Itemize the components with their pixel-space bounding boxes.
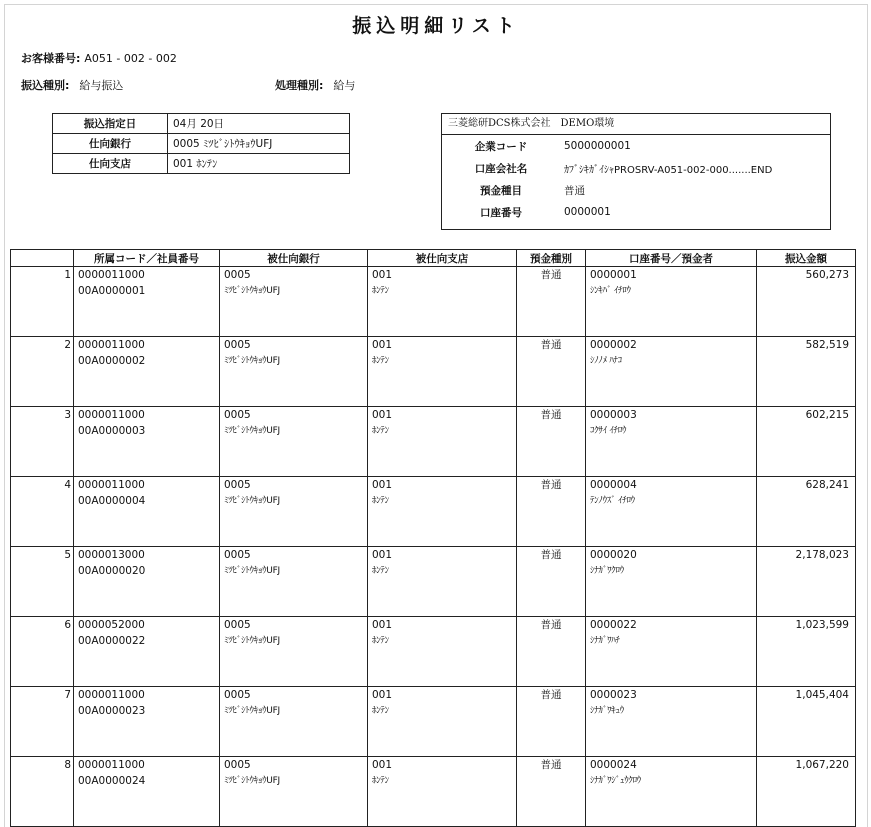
transfer-amount: 1,045,404 xyxy=(795,689,849,701)
dept-code: 0000011000 xyxy=(78,339,145,351)
cell-deposit-type xyxy=(517,547,586,617)
branch-name: ﾎﾝﾃﾝ xyxy=(372,706,389,716)
deposit-type: 普通 xyxy=(540,339,562,351)
cell-bank xyxy=(220,757,368,827)
table-header-row xyxy=(11,250,856,267)
transfer-amount: 560,273 xyxy=(805,269,849,281)
branch-code: 001 xyxy=(372,269,393,281)
employee-number: 00A0000004 xyxy=(78,495,146,507)
cell-amount xyxy=(757,267,856,337)
employee-number: 00A0000024 xyxy=(78,775,146,787)
bank-name: ﾐﾂﾋﾞｼﾄｳｷｮｳUFJ xyxy=(224,426,280,436)
branch-code: 001 xyxy=(372,409,393,421)
cell-deposit-type xyxy=(517,267,586,337)
bank-code: 0005 xyxy=(224,689,251,701)
cell-account xyxy=(586,407,757,477)
transfer-type xyxy=(21,77,123,93)
cell-deposit-type xyxy=(517,407,586,477)
header-no xyxy=(11,250,74,267)
customer-number-value: A051 - 002 - 002 xyxy=(84,52,177,65)
cell-account xyxy=(586,337,757,407)
dept-code: 0000013000 xyxy=(78,549,145,561)
transfer-detail-table xyxy=(10,249,856,827)
bank-name: ﾐﾂﾋﾞｼﾄｳｷｮｳUFJ xyxy=(224,776,280,786)
account-holder: ｼﾅｶﾞﾜｼﾞｭｳｸﾛｳ xyxy=(590,776,642,786)
branch-code: 001 xyxy=(372,549,393,561)
cell-branch xyxy=(368,337,517,407)
header-dept-emp: 所属コード／社員番号 xyxy=(74,250,220,267)
bank-name: ﾐﾂﾋﾞｼﾄｳｷｮｳUFJ xyxy=(224,286,280,296)
info-row-bank xyxy=(53,134,350,154)
table-row xyxy=(11,407,856,477)
cell-bank xyxy=(220,547,368,617)
branch-code: 001 xyxy=(372,689,393,701)
employee-number: 00A0000020 xyxy=(78,565,146,577)
cell-branch xyxy=(368,757,517,827)
row-number xyxy=(11,547,74,617)
bank-code: 0005 xyxy=(224,619,251,631)
bank-name: ﾐﾂﾋﾞｼﾄｳｷｮｳUFJ xyxy=(224,706,280,716)
cell-amount xyxy=(757,687,856,757)
account-number: 0000004 xyxy=(590,479,637,491)
cell-bank xyxy=(220,267,368,337)
cell-dept-emp xyxy=(74,337,220,407)
company-info-box xyxy=(441,113,831,230)
company-info-label: 企業コード xyxy=(474,140,528,153)
transfer-amount: 582,519 xyxy=(805,339,849,351)
branch-name: ﾎﾝﾃﾝ xyxy=(372,496,389,506)
row-number-text: 2 xyxy=(64,339,71,351)
deposit-type: 普通 xyxy=(540,269,562,281)
cell-dept-emp xyxy=(74,547,220,617)
bank-code: 0005 xyxy=(224,409,251,421)
header-amount: 振込金額 xyxy=(757,250,856,267)
company-name: 三菱総研DCS株式会社 DEMO環境 xyxy=(442,114,830,135)
account-holder: ｼﾝｷﾊﾞ ｲﾁﾛｳ xyxy=(590,286,631,296)
cell-amount xyxy=(757,407,856,477)
account-number: 0000003 xyxy=(590,409,637,421)
cell-deposit-type xyxy=(517,757,586,827)
account-holder: ｼﾅｶﾞﾜｷｭｳ xyxy=(590,706,624,716)
bank-code: 0005 xyxy=(224,549,251,561)
company-info-value: ｶﾌﾞｼｷｶﾞｲｼｬPROSRV-A051-002-000.......END xyxy=(564,164,773,176)
process-type xyxy=(275,77,355,93)
cell-dept-emp xyxy=(74,477,220,547)
employee-number: 00A0000001 xyxy=(78,285,146,297)
row-number xyxy=(11,267,74,337)
cell-branch xyxy=(368,267,517,337)
branch-name: ﾎﾝﾃﾝ xyxy=(372,426,389,436)
company-info-value: 普通 xyxy=(564,184,585,197)
cell-account xyxy=(586,477,757,547)
row-number xyxy=(11,617,74,687)
employee-number: 00A0000023 xyxy=(78,705,146,717)
cell-account xyxy=(586,267,757,337)
row-number xyxy=(11,687,74,757)
cell-branch xyxy=(368,477,517,547)
row-number-text: 8 xyxy=(64,759,71,771)
cell-bank xyxy=(220,687,368,757)
cell-branch xyxy=(368,687,517,757)
row-number xyxy=(11,337,74,407)
cell-deposit-type xyxy=(517,617,586,687)
document-page xyxy=(4,4,868,827)
table-row xyxy=(11,337,856,407)
branch-code: 001 xyxy=(372,339,393,351)
cell-branch xyxy=(368,547,517,617)
cell-dept-emp xyxy=(74,617,220,687)
info-label: 仕向支店 xyxy=(53,154,168,174)
transfer-amount: 1,067,220 xyxy=(795,759,849,771)
account-holder: ｺｸｻｲ ｲﾁﾛｳ xyxy=(590,426,627,436)
account-number: 0000020 xyxy=(590,549,637,561)
deposit-type: 普通 xyxy=(540,689,562,701)
dept-code: 0000011000 xyxy=(78,759,145,771)
row-number-text: 5 xyxy=(64,549,71,561)
cell-deposit-type xyxy=(517,687,586,757)
branch-name: ﾎﾝﾃﾝ xyxy=(372,356,389,366)
account-number: 0000023 xyxy=(590,689,637,701)
company-info-row xyxy=(442,179,830,201)
bank-name: ﾐﾂﾋﾞｼﾄｳｷｮｳUFJ xyxy=(224,356,280,366)
branch-name: ﾎﾝﾃﾝ xyxy=(372,636,389,646)
bank-code: 0005 xyxy=(224,269,251,281)
info-row-branch xyxy=(53,154,350,174)
customer-number xyxy=(21,50,177,66)
deposit-type: 普通 xyxy=(540,479,562,491)
row-number-text: 7 xyxy=(64,689,71,701)
row-number-text: 4 xyxy=(64,479,71,491)
bank-name: ﾐﾂﾋﾞｼﾄｳｷｮｳUFJ xyxy=(224,566,280,576)
process-type-label: 処理種別: xyxy=(275,79,324,92)
branch-name: ﾎﾝﾃﾝ xyxy=(372,286,389,296)
row-number-text: 3 xyxy=(64,409,71,421)
bank-name: ﾐﾂﾋﾞｼﾄｳｷｮｳUFJ xyxy=(224,636,280,646)
cell-account xyxy=(586,687,757,757)
info-label: 仕向銀行 xyxy=(53,134,168,154)
cell-amount xyxy=(757,337,856,407)
employee-number: 00A0000003 xyxy=(78,425,146,437)
row-number-text: 1 xyxy=(64,269,71,281)
cell-branch xyxy=(368,617,517,687)
branch-name: ﾎﾝﾃﾝ xyxy=(372,776,389,786)
branch-name: ﾎﾝﾃﾝ xyxy=(372,566,389,576)
cell-deposit-type xyxy=(517,337,586,407)
table-row xyxy=(11,267,856,337)
company-info-label: 口座会社名 xyxy=(474,162,528,175)
info-label: 振込指定日 xyxy=(53,114,168,134)
cell-bank xyxy=(220,477,368,547)
transfer-amount: 602,215 xyxy=(805,409,849,421)
page-title: 振込明細リスト xyxy=(352,15,520,37)
transfer-amount: 2,178,023 xyxy=(795,549,849,561)
bank-name: ﾐﾂﾋﾞｼﾄｳｷｮｳUFJ xyxy=(224,496,280,506)
info-row-date xyxy=(53,114,350,134)
cell-account xyxy=(586,547,757,617)
row-number xyxy=(11,407,74,477)
table-row xyxy=(11,687,856,757)
row-number-text: 6 xyxy=(64,619,71,631)
cell-amount xyxy=(757,547,856,617)
header-bank: 被仕向銀行 xyxy=(220,250,368,267)
company-info-value: 5000000001 xyxy=(564,140,631,152)
dept-code: 0000011000 xyxy=(78,479,145,491)
account-holder: ｼﾉﾉﾒ ﾊﾅｺ xyxy=(590,356,622,366)
deposit-type: 普通 xyxy=(540,549,562,561)
account-number: 0000002 xyxy=(590,339,637,351)
transfer-info-box xyxy=(52,113,350,174)
table-row xyxy=(11,757,856,827)
info-value: 001 ﾎﾝﾃﾝ xyxy=(168,154,350,174)
deposit-type: 普通 xyxy=(540,759,562,771)
info-value: 04月 20日 xyxy=(168,114,350,134)
deposit-type: 普通 xyxy=(540,409,562,421)
cell-bank xyxy=(220,617,368,687)
table-row xyxy=(11,547,856,617)
cell-account xyxy=(586,757,757,827)
dept-code: 0000011000 xyxy=(78,409,145,421)
table-row xyxy=(11,477,856,547)
employee-number: 00A0000022 xyxy=(78,635,146,647)
cell-branch xyxy=(368,407,517,477)
company-info-label: 預金種目 xyxy=(480,184,522,197)
table-row xyxy=(11,617,856,687)
account-holder: ﾃﾝﾉｳｽﾞ ｲﾁﾛｳ xyxy=(590,496,635,506)
cell-deposit-type xyxy=(517,477,586,547)
account-holder: ｼﾅｶﾞﾜｸﾛｳ xyxy=(590,566,624,576)
cell-amount xyxy=(757,477,856,547)
account-number: 0000022 xyxy=(590,619,637,631)
header-account-holder: 口座番号／預金者 xyxy=(586,250,757,267)
cell-amount xyxy=(757,757,856,827)
cell-bank xyxy=(220,337,368,407)
account-number: 0000001 xyxy=(590,269,637,281)
cell-dept-emp xyxy=(74,267,220,337)
header-branch: 被仕向支店 xyxy=(368,250,517,267)
row-number xyxy=(11,757,74,827)
dept-code: 0000052000 xyxy=(78,619,145,631)
company-info-row xyxy=(442,157,830,179)
cell-account xyxy=(586,617,757,687)
branch-code: 001 xyxy=(372,479,393,491)
deposit-type: 普通 xyxy=(540,619,562,631)
bank-code: 0005 xyxy=(224,339,251,351)
transfer-type-value: 給与振込 xyxy=(79,79,124,92)
cell-dept-emp xyxy=(74,687,220,757)
branch-code: 001 xyxy=(372,619,393,631)
transfer-amount: 628,241 xyxy=(805,479,849,491)
account-holder: ｼﾅｶﾞﾜﾊﾁ xyxy=(590,636,620,646)
branch-code: 001 xyxy=(372,759,393,771)
account-number: 0000024 xyxy=(590,759,637,771)
company-info-row xyxy=(442,201,830,223)
company-info-row xyxy=(442,135,830,157)
transfer-amount: 1,023,599 xyxy=(795,619,849,631)
bank-code: 0005 xyxy=(224,479,251,491)
row-number xyxy=(11,477,74,547)
transfer-type-label: 振込種別: xyxy=(21,79,70,92)
info-value: 0005 ﾐﾂﾋﾞｼﾄｳｷｮｳUFJ xyxy=(168,134,350,154)
dept-code: 0000011000 xyxy=(78,269,145,281)
bank-code: 0005 xyxy=(224,759,251,771)
header-deposit-type: 預金種別 xyxy=(517,250,586,267)
cell-dept-emp xyxy=(74,407,220,477)
dept-code: 0000011000 xyxy=(78,689,145,701)
cell-dept-emp xyxy=(74,757,220,827)
cell-amount xyxy=(757,617,856,687)
company-info-label: 口座番号 xyxy=(480,206,522,219)
employee-number: 00A0000002 xyxy=(78,355,146,367)
company-info-value: 0000001 xyxy=(564,206,611,218)
cell-bank xyxy=(220,407,368,477)
customer-number-label: お客様番号: xyxy=(21,52,81,65)
process-type-value: 給与 xyxy=(333,79,356,92)
